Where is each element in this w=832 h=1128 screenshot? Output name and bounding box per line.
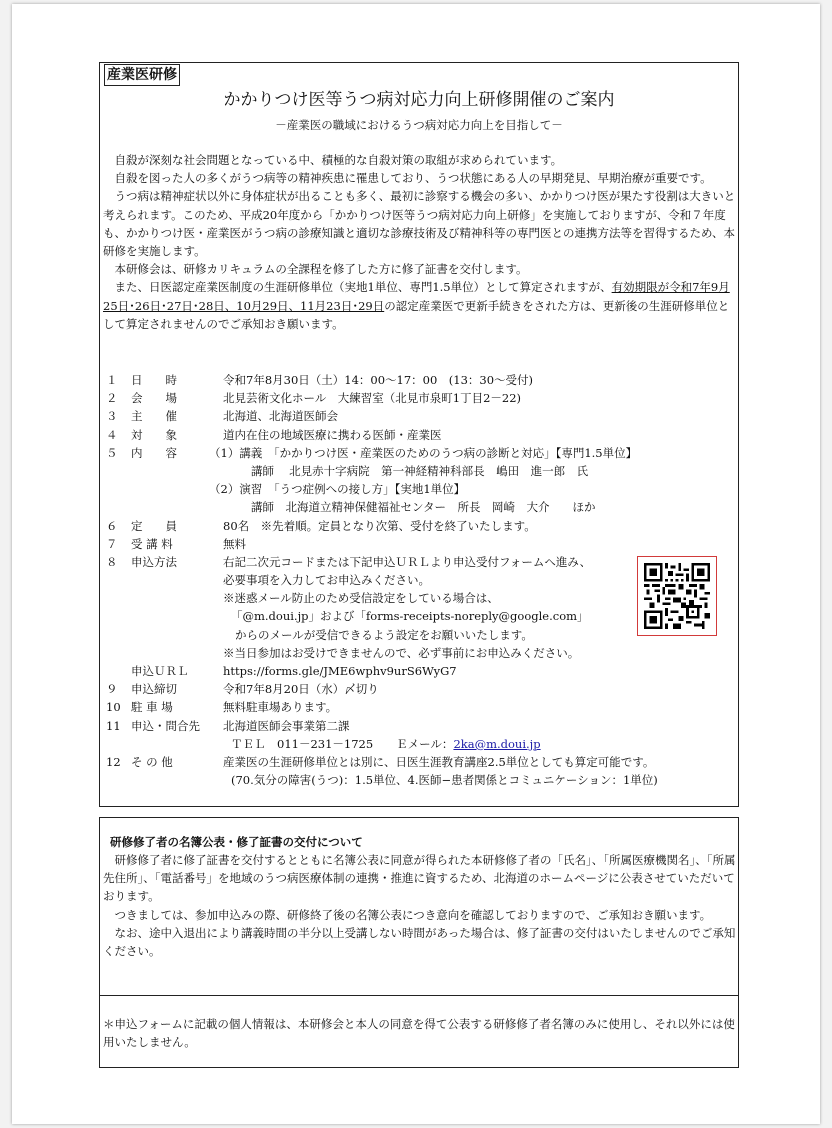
apply-line: 必要事項を入力してお申込みください。 bbox=[223, 573, 430, 588]
item-number: ５ bbox=[106, 445, 118, 460]
qr-code[interactable] bbox=[637, 556, 717, 636]
contact-row-cont bbox=[103, 735, 737, 753]
item-label: 定 員 bbox=[131, 518, 177, 533]
item-label: 申込・問合先 bbox=[131, 718, 200, 733]
content-instructor: 講師 北海道立精神保健福祉センター 所長 岡崎 大介 ほか bbox=[251, 500, 596, 515]
contact-email-link[interactable]: 2ka@m.doui.jp bbox=[453, 736, 541, 751]
other-line: (70.気分の障害(うつ)：1.5単位、4.医師−患者関係とコミュニケーション：1単位) bbox=[231, 773, 658, 788]
other-line: 産業医の生涯研修単位とは別に、日医生涯教育講座2.5単位としても算定可能です。 bbox=[223, 754, 655, 769]
item-value: 北海道、北海道医師会 bbox=[223, 409, 338, 424]
intro-paragraph: 自殺が深刻な社会問題となっている中、積極的な自殺対策の取組が求められています。 bbox=[114, 153, 563, 167]
apply-line: からのメールが受信できるよう設定をお願いいたします。 bbox=[235, 627, 533, 642]
roster-paragraph: 研修修了者に修了証書を交付するとともに名簿公表に同意が得られた本研修修了者の「氏名」、「所属医療機関名」、「所属先住所」、「電話番号」を地域のうつ病医療体制の連携・推進に資するため、北海道のホームページに公表させていただいております。 bbox=[103, 853, 736, 904]
detail-row-content bbox=[103, 444, 737, 462]
item-number: ６ bbox=[106, 518, 118, 533]
detail-row-capacity bbox=[103, 517, 737, 535]
item-number: 12 bbox=[106, 754, 121, 769]
intro-text bbox=[103, 151, 737, 333]
item-label: そ の 他 bbox=[131, 754, 173, 769]
detail-row-content-cont bbox=[103, 498, 737, 516]
other-row-cont bbox=[103, 771, 737, 789]
item-label: 主 催 bbox=[131, 409, 177, 424]
roster-paragraph: なお、途中入退出により講義時間の半分以上受講しない時間があった場合は、修了証書の交付はいたしませんのでご承知ください。 bbox=[103, 925, 736, 959]
item-number: ２ bbox=[106, 391, 118, 406]
document-title: かかりつけ医等うつ病対応力向上研修開催のご案内 bbox=[223, 90, 615, 110]
item-label: 対 象 bbox=[131, 427, 177, 442]
item-label: 会 場 bbox=[131, 391, 177, 406]
content-exercise: （2）演習 「うつ症例への接し方」【実地1単位】 bbox=[209, 482, 466, 497]
item-number: ７ bbox=[106, 536, 118, 551]
detail-row-contact bbox=[103, 717, 737, 735]
apply-line: 「@m.doui.jp」および「forms-receipts-noreply@google.com」 bbox=[231, 609, 589, 624]
item-value: 令和7年8月30日（土）14：00～17：00 (13：30～受付) bbox=[223, 373, 534, 387]
item-value: 80名 ※先着順。定員となり次第、受付を終了いたします。 bbox=[223, 518, 536, 533]
item-number: １ bbox=[106, 373, 118, 387]
item-number: ９ bbox=[106, 682, 118, 697]
item-value: 道内在住の地域医療に携わる医師・産業医 bbox=[223, 427, 442, 442]
category-label: 産業医研修 bbox=[104, 64, 180, 86]
apply-line: ※迷惑メール防止のため受信設定をしている場合は、 bbox=[223, 591, 499, 606]
privacy-notice-text: ＊申込フォームに記載の個人情報は、本研修会と本人の同意を得て公表する研修修了者名簿のみに使用し、それ以外には使用いたしません。 bbox=[103, 1017, 735, 1050]
item-value: 北海道医師会事業第二課 bbox=[223, 718, 350, 733]
content-lecturer: 講師 北見赤十字病院 第一神経精神科部長 嶋田 進一郎 氏 bbox=[251, 463, 589, 478]
intro-paragraph: うつ病は精神症状以外に身体症状が出ることも多く、最初に診察する機会の多い、かかりつけ医が果たす役割は大きいと考えられます。このため、平成20年度から「かかりつけ医等うつ病対応力向上研修」を実施しておりますが、令和７年度も、かかりつけ医・産業医がうつ病の診療知識と適切な診療技術及び精神科等の専門医との連携方法等を習得するため、本研修を実施します。 bbox=[103, 189, 736, 259]
detail-row-venue bbox=[103, 389, 737, 407]
item-value: 無料 bbox=[223, 536, 246, 551]
detail-row-date bbox=[103, 371, 737, 389]
item-number: ８ bbox=[106, 554, 118, 569]
privacy-notice-box bbox=[99, 995, 739, 1068]
application-url[interactable]: https://forms.gle/JME6wphv9urS6WyG7 bbox=[223, 664, 457, 678]
intro-text-segment: また、日医認定産業医制度の生涯研修単位（実地1単位、専門1.5単位）として算定されますが、 bbox=[114, 280, 612, 295]
apply-line: 右記二次元コードまたは下記申込ＵＲＬより申込受付フォームへ進み、 bbox=[223, 554, 592, 569]
detail-row-fee bbox=[103, 535, 737, 553]
item-number: ３ bbox=[106, 409, 118, 424]
detail-row-content-cont bbox=[103, 480, 737, 498]
item-label: 申込締切 bbox=[131, 682, 177, 697]
contact-line bbox=[231, 735, 541, 753]
item-value: 令和7年8月20日（水）〆切り bbox=[223, 682, 379, 697]
detail-row-host bbox=[103, 407, 737, 425]
detail-row-target bbox=[103, 426, 737, 444]
item-number: 11 bbox=[106, 718, 121, 733]
qr-code-icon bbox=[644, 563, 710, 629]
item-value: 北見芸術文化ホール 大練習室（北見市泉町1丁目2－22) bbox=[223, 391, 522, 406]
detail-row-deadline bbox=[103, 680, 737, 698]
item-value: 無料駐車場あります。 bbox=[223, 700, 338, 715]
contact-tel: ＴＥＬ 011－231－1725 Ｅメール： bbox=[231, 736, 454, 751]
item-label: 受 講 料 bbox=[131, 536, 173, 551]
detail-row-other bbox=[103, 753, 737, 771]
expiry-notice-underlined: 有効期限が令和7年9月25日･26日･27日･28日、10月29日、11月23日･29日 bbox=[103, 280, 730, 313]
item-label: 申込方法 bbox=[131, 554, 177, 569]
document-subtitle: －産業医の職域におけるうつ病対応力向上を目指して－ bbox=[275, 118, 563, 132]
item-number: ４ bbox=[106, 427, 118, 442]
roster-paragraph: つきましては、参加申込みの際、研修終了後の名簿公表につき意向を確認しておりますので、ご承知おき願います。 bbox=[114, 907, 712, 922]
detail-row-parking bbox=[103, 698, 737, 716]
item-label: 日 時 bbox=[131, 373, 177, 387]
roster-notice-title: 研修修了者の名簿公表・修了証書の交付について bbox=[110, 835, 363, 849]
content-lecture: （1）講義 「かかりつけ医・産業医のためのうつ病の診断と対応」【専門1.5単位】 bbox=[209, 445, 638, 460]
roster-notice-text bbox=[103, 851, 737, 960]
apply-row-cont bbox=[103, 644, 737, 662]
intro-text-segment: の認定産業医で更新手続きをされた方は、更新後の生涯研修単位として算定されませんのでご承知おき願います。 bbox=[103, 298, 730, 331]
intro-paragraph: 自殺を図った人の多くがうつ病等の精神疾患に罹患しており、うつ状態にある人の早期発見、早期治療が重要です。 bbox=[114, 171, 712, 186]
url-label: 申込ＵＲＬ bbox=[131, 664, 189, 678]
intro-paragraph bbox=[103, 278, 737, 333]
apply-line: ※当日参加はお受けできませんので、必ず事前にお申込みください。 bbox=[223, 645, 580, 660]
item-label: 駐 車 場 bbox=[131, 700, 173, 715]
roster-notice-box bbox=[99, 817, 739, 995]
detail-row-url bbox=[103, 662, 737, 680]
detail-row-content-cont bbox=[103, 462, 737, 480]
intro-paragraph: 本研修会は、研修カリキュラムの全課程を修了した方に修了証書を交付します。 bbox=[114, 262, 528, 277]
item-label: 内 容 bbox=[131, 445, 177, 460]
main-info-box bbox=[99, 62, 739, 807]
item-number: 10 bbox=[106, 700, 121, 715]
